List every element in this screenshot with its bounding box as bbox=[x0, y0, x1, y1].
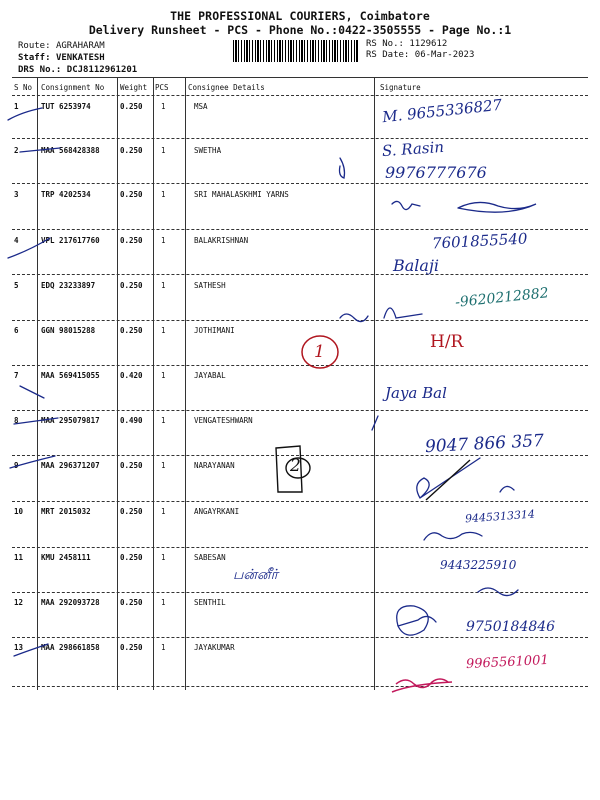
col-header-signature: Signature bbox=[380, 83, 421, 92]
cell-consignee: MSA bbox=[194, 102, 208, 111]
cell-pcs: 1 bbox=[161, 507, 166, 516]
cell-consignment: KMU 2458111 bbox=[41, 553, 91, 562]
cell-weight: 0.250 bbox=[120, 146, 143, 155]
rs-date-label: RS Date: bbox=[366, 50, 410, 60]
scribble-row-3 bbox=[392, 201, 420, 209]
cell-consignee: JAYAKUMAR bbox=[194, 643, 235, 652]
scribble-row-11 bbox=[478, 588, 518, 596]
route-label: Route: bbox=[18, 41, 51, 51]
cell-consignee: SENTHIL bbox=[194, 598, 226, 607]
tick-mark bbox=[20, 386, 44, 398]
signature-row-7: Jaya Bal bbox=[385, 384, 447, 402]
cell-consignee: SWETHA bbox=[194, 146, 222, 155]
cell-consignee: BALAKRISHNAN bbox=[194, 236, 249, 245]
cell-consignment: MAA 292093728 bbox=[41, 598, 100, 607]
cell-consignee: VENGATESHWARN bbox=[194, 416, 253, 425]
cell-weight: 0.250 bbox=[120, 643, 143, 652]
signature-row-13-phone: 9965561001 bbox=[465, 652, 550, 673]
cell-pcs: 1 bbox=[161, 553, 166, 562]
cell-weight: 0.250 bbox=[120, 102, 143, 111]
signature-row-12-phone: 9750184846 bbox=[466, 619, 556, 635]
col-header-sno: S No bbox=[14, 83, 33, 92]
cell-sno: 11 bbox=[14, 553, 24, 562]
cell-weight: 0.250 bbox=[120, 598, 143, 607]
cell-pcs: 1 bbox=[161, 643, 166, 652]
cell-consignee: NARAYANAN bbox=[194, 461, 235, 470]
tick-mark bbox=[340, 158, 345, 178]
tick-mark bbox=[8, 108, 42, 120]
cell-pcs: 1 bbox=[161, 236, 166, 245]
cell-consignment: EDQ 23233897 bbox=[41, 281, 96, 290]
drs-label: DRS No.: bbox=[18, 65, 62, 75]
cell-consignment: MRT 2015032 bbox=[41, 507, 91, 516]
cell-pcs: 1 bbox=[161, 326, 166, 335]
cell-weight: 0.250 bbox=[120, 553, 143, 562]
mark-row-9-number: 2 bbox=[290, 456, 301, 476]
route-value: AGRAHARAM bbox=[55, 41, 105, 51]
cell-sno: 5 bbox=[14, 281, 19, 290]
signature-row-10-phone: 9445313314 bbox=[464, 507, 536, 526]
cell-pcs: 1 bbox=[161, 598, 166, 607]
signature-row-2-phone: 9976777676 bbox=[385, 163, 487, 182]
cell-pcs: 1 bbox=[161, 146, 166, 155]
cell-weight: 0.250 bbox=[120, 326, 143, 335]
cell-sno: 10 bbox=[14, 507, 24, 516]
cell-consignment: MAA 568428388 bbox=[41, 146, 100, 155]
tick-mark bbox=[14, 418, 58, 424]
signature-row-4-phone: 7601855540 bbox=[431, 229, 528, 253]
tick-mark bbox=[10, 456, 55, 468]
cell-pcs: 1 bbox=[161, 371, 166, 380]
scribble-row-10 bbox=[424, 532, 482, 540]
cell-consignment: MAA 298661858 bbox=[41, 643, 100, 652]
cell-consignee: SABESAN bbox=[194, 553, 226, 562]
signature-row-8-phone: 9047 866 357 bbox=[424, 430, 545, 458]
staff-value: VENKATESH bbox=[55, 53, 105, 63]
mark-row-6-hr: H/R bbox=[430, 332, 464, 352]
cell-sno: 4 bbox=[14, 236, 19, 245]
cell-sno: 8 bbox=[14, 416, 19, 425]
rs-date-value: 06-Mar-2023 bbox=[414, 50, 475, 60]
scribble-row-3b bbox=[458, 202, 536, 212]
circle-mark-row-6 bbox=[302, 336, 338, 368]
col-header-consignee: Consignee Details bbox=[188, 83, 265, 92]
signature-row-11-phone: 9443225910 bbox=[440, 558, 517, 572]
rs-no-label: RS No.: bbox=[366, 39, 404, 49]
cell-weight: 0.250 bbox=[120, 507, 143, 516]
drs-value: DCJ8112961201 bbox=[66, 65, 138, 75]
company-heading: THE PROFESSIONAL COURIERS, Coimbatore bbox=[170, 9, 430, 23]
scribble-row-12 bbox=[397, 606, 436, 635]
cell-consignment: GGN 98015288 bbox=[41, 326, 96, 335]
scribble-row-13 bbox=[392, 679, 452, 692]
cell-sno: 9 bbox=[14, 461, 19, 470]
cell-consignee: JAYABAL bbox=[194, 371, 226, 380]
cell-pcs: 1 bbox=[161, 281, 166, 290]
cell-weight: 0.420 bbox=[120, 371, 143, 380]
cell-sno: 12 bbox=[14, 598, 24, 607]
scribble-row-8 bbox=[372, 416, 378, 430]
staff-label: Staff: bbox=[18, 53, 51, 63]
tick-mark bbox=[14, 644, 48, 656]
slash-row-9 bbox=[426, 460, 470, 500]
cell-consignment: TUT 6253974 bbox=[41, 102, 91, 111]
cell-sno: 13 bbox=[14, 643, 24, 652]
mark-row-6-number: 1 bbox=[314, 342, 325, 362]
circle-mark-row-9 bbox=[286, 458, 310, 478]
box-mark-row-9 bbox=[276, 446, 302, 492]
cell-consignment: MAA 295079817 bbox=[41, 416, 100, 425]
col-header-consignment: Consignment No bbox=[41, 83, 105, 92]
cell-consignee: ANGAYRKANI bbox=[194, 507, 240, 516]
cell-weight: 0.250 bbox=[120, 281, 143, 290]
cell-pcs: 1 bbox=[161, 190, 166, 199]
cell-sno: 3 bbox=[14, 190, 19, 199]
cell-pcs: 1 bbox=[161, 416, 166, 425]
signature-row-11-tamil: பன்னீர் bbox=[233, 567, 278, 583]
cell-consignee: SRI MAHALASKHMI YARNS bbox=[194, 190, 289, 199]
cell-sno: 1 bbox=[14, 102, 19, 111]
cell-consignment: MAA 296371207 bbox=[41, 461, 100, 470]
cell-weight: 0.250 bbox=[120, 461, 143, 470]
rs-no-value: 1129612 bbox=[409, 39, 448, 49]
signature-row-1: M. 9655336827 bbox=[381, 95, 503, 127]
cell-pcs: 1 bbox=[161, 461, 166, 470]
cell-consignment: TRP 4202534 bbox=[41, 190, 91, 199]
signature-row-2-name: S. Rasin bbox=[381, 137, 445, 161]
cell-weight: 0.250 bbox=[120, 190, 143, 199]
col-header-weight: Weight bbox=[120, 83, 148, 92]
cell-consignment: VPL 217617760 bbox=[41, 236, 100, 245]
cell-consignee: JOTHIMANI bbox=[194, 326, 235, 335]
tick-mark bbox=[8, 238, 50, 258]
cell-consignment: MAA 569415055 bbox=[41, 371, 100, 380]
cell-sno: 6 bbox=[14, 326, 19, 335]
scribble-row-5 bbox=[340, 308, 422, 322]
cell-pcs: 1 bbox=[161, 102, 166, 111]
signature-row-5-phone: -9620212882 bbox=[454, 285, 550, 311]
runsheet-title: Delivery Runsheet - PCS - Phone No.:0422-3505555 - Page No.:1 bbox=[88, 23, 512, 37]
cell-sno: 7 bbox=[14, 371, 19, 380]
signature-row-4-name: Balaji bbox=[393, 256, 440, 275]
tick-mark bbox=[20, 148, 60, 152]
cell-sno: 2 bbox=[14, 146, 19, 155]
cell-weight: 0.250 bbox=[120, 236, 143, 245]
cell-weight: 0.490 bbox=[120, 416, 143, 425]
col-header-pcs: PCS bbox=[155, 83, 169, 92]
cell-consignee: SATHESH bbox=[194, 281, 226, 290]
